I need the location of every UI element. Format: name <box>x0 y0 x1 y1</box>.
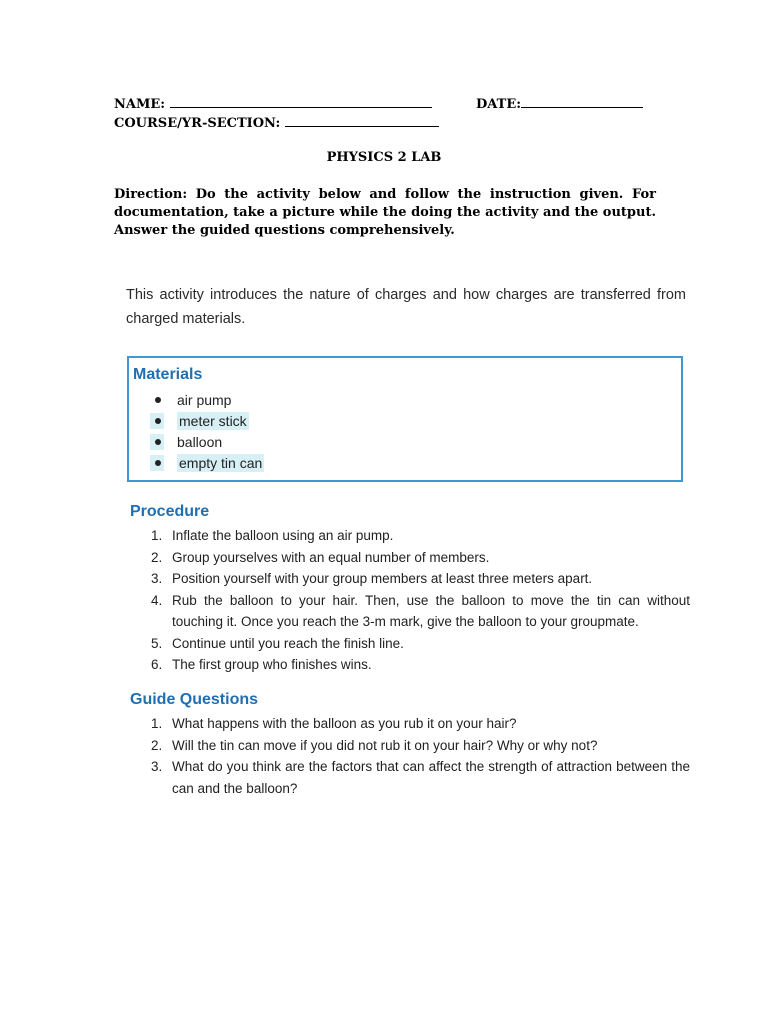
date-label: DATE: <box>476 97 522 112</box>
material-label: meter stick <box>179 413 247 429</box>
name-label: NAME: <box>114 97 166 112</box>
list-item <box>130 633 690 655</box>
step-number: 3. <box>151 571 163 586</box>
list-item <box>153 432 264 453</box>
question-text: What happens with the balloon as you rub it on your hair? <box>172 716 517 731</box>
step-text: Inflate the balloon using an air pump. <box>172 528 394 543</box>
intro-text: This activity introduces the nature of charges and how charges are transferred from charged materials. <box>126 287 686 327</box>
date-field <box>476 95 643 112</box>
question-number: 2. <box>151 737 163 753</box>
list-item <box>130 735 690 757</box>
step-number: 2. <box>151 549 163 565</box>
step-number: 1. <box>151 528 163 543</box>
step-number: 5. <box>151 635 163 651</box>
guide-questions-section <box>130 691 690 799</box>
list-item <box>130 756 690 799</box>
bullet-icon <box>155 439 161 445</box>
guide-questions-title: Guide Questions <box>130 691 259 708</box>
material-label: balloon <box>177 434 223 450</box>
list-item <box>153 390 264 411</box>
step-number: 6. <box>151 657 163 672</box>
question-number: 3. <box>151 759 163 774</box>
step-text: Rub the balloon to your hair. Then, use the balloon to move the tin can without touching it. Once you reach the 3-m mark, give the balloon to your groupmate. <box>172 592 690 629</box>
list-item <box>130 525 690 547</box>
course-label: COURSE/YR-SECTION: <box>114 116 281 131</box>
course-field <box>114 114 439 131</box>
step-text: Position yourself with your group members at least three meters apart. <box>172 571 593 586</box>
bullet-icon <box>155 418 161 424</box>
page-title: PHYSICS 2 LAB <box>326 150 442 165</box>
list-item <box>130 547 690 569</box>
materials-list <box>153 390 264 474</box>
list-item <box>130 654 690 676</box>
step-number: 4. <box>151 592 163 608</box>
question-number: 1. <box>151 716 163 731</box>
list-item <box>130 568 690 590</box>
list-item <box>130 590 690 633</box>
materials-title: Materials <box>133 366 203 383</box>
course-blank[interactable] <box>285 114 439 127</box>
question-text: Will the tin can move if you did not rub it on your hair? Why or why not? <box>172 737 598 753</box>
list-item <box>153 411 264 432</box>
procedure-list <box>130 525 690 676</box>
name-blank[interactable] <box>170 95 432 108</box>
bullet-icon <box>155 397 161 403</box>
guide-questions-list <box>130 713 690 799</box>
list-item <box>130 713 690 735</box>
material-label: air pump <box>177 392 232 408</box>
procedure-title: Procedure <box>130 503 210 520</box>
step-text: Group yourselves with an equal number of members. <box>172 549 490 565</box>
name-field <box>114 95 432 112</box>
procedure-section <box>130 503 690 676</box>
direction-text: Direction: Do the activity below and follow the instruction given. For documentation, take a picture while the doing the activity and the output. Answer the guided questions comprehensively. <box>114 187 656 238</box>
step-text: The first group who finishes wins. <box>172 657 372 672</box>
step-text: Continue until you reach the finish line. <box>172 635 404 651</box>
material-label: empty tin can <box>179 455 263 471</box>
materials-box <box>127 356 683 482</box>
list-item <box>153 453 264 474</box>
bullet-icon <box>155 460 161 466</box>
date-blank[interactable] <box>521 95 643 108</box>
question-text: What do you think are the factors that can affect the strength of attraction between the can and the balloon? <box>172 759 690 796</box>
